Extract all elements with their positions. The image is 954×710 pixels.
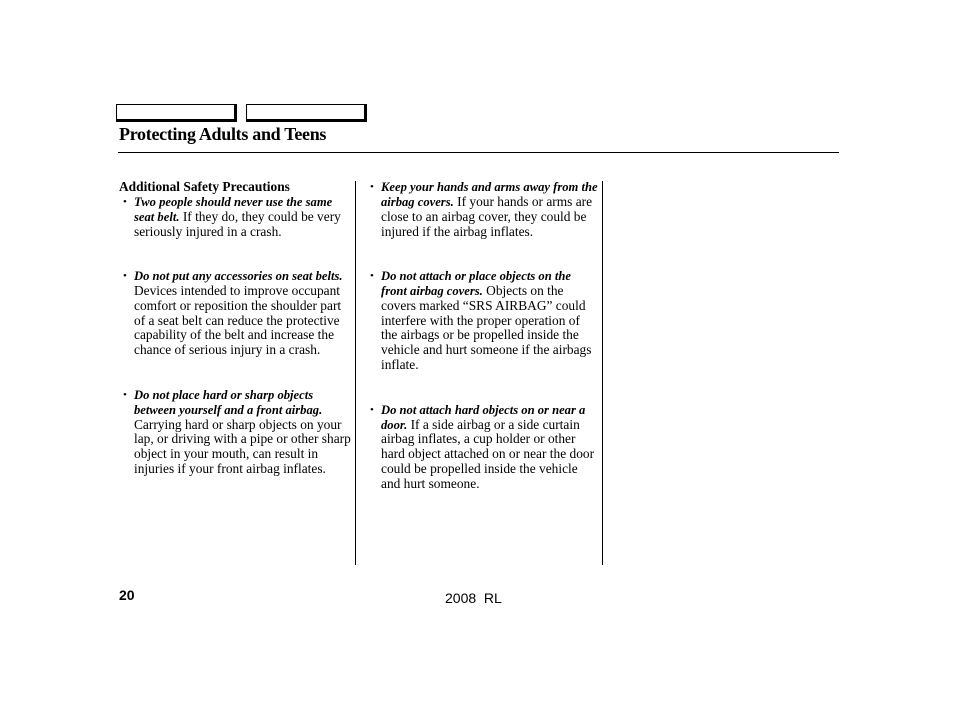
middle-column	[366, 180, 598, 492]
list-item	[366, 269, 598, 373]
item-text: Objects on the covers marked “SRS AIRBAG” could interfere with the proper operation of the airbags or be propelled inside the vehicle and hurt someone if the airbags inflate.	[381, 282, 592, 373]
item-heading: Do not put any accessories on seat belts.	[134, 269, 343, 284]
bullet-icon: •	[370, 403, 374, 416]
footer-model: 2008 RL	[445, 590, 502, 606]
bullet-icon: •	[123, 388, 127, 401]
page-number: 20	[119, 587, 135, 603]
list-item	[119, 388, 351, 477]
nav-tab-box-1[interactable]	[116, 104, 237, 122]
nav-tab-box-2[interactable]	[246, 104, 367, 122]
item-heading: Keep your hands and arms away from the airbag covers.	[381, 180, 598, 209]
column-divider-1	[355, 181, 356, 565]
item-text: Devices intended to improve occupant comfort or reposition the shoulder part of a seat belt can reduce the protective capability of the belt and increase the chance of serious injury in a crash.	[134, 282, 342, 358]
item-heading: Do not place hard or sharp objects between yourself and a front airbag.	[134, 387, 323, 417]
bullet-icon: •	[123, 270, 127, 283]
page-title: Protecting Adults and Teens	[119, 124, 327, 144]
section-subheading: Additional Safety Precautions	[119, 179, 290, 194]
left-column	[119, 180, 351, 477]
item-text: If a side airbag or a side curtain airbag inflates, a cup holder or other hard object attached on or near the door could be propelled inside the vehicle and hurt someone.	[381, 416, 595, 491]
list-item	[119, 269, 351, 358]
bullet-icon: •	[123, 195, 127, 208]
bullet-icon: •	[370, 181, 374, 193]
item-text: If they do, they could be very seriously injured in a crash.	[134, 208, 341, 239]
item-text: Carrying hard or sharp objects on your lap, or driving with a pipe or other sharp object in your mouth, can result in injuries if your front airbag inflates.	[134, 416, 351, 477]
list-item	[119, 195, 351, 240]
list-item	[366, 403, 598, 492]
item-heading: Do not attach hard objects on or near a door.	[381, 402, 586, 432]
item-heading: Two people should never use the same seat belt.	[134, 194, 333, 224]
item-text: If your hands or arms are close to an airbag cover, they could be injured if the airbag inflates.	[381, 193, 593, 239]
column-divider-2	[602, 181, 603, 565]
item-heading: Do not attach or place objects on the front airbag covers.	[381, 269, 571, 298]
bullet-icon: •	[370, 270, 374, 283]
list-item	[366, 180, 598, 239]
title-rule	[118, 152, 839, 153]
